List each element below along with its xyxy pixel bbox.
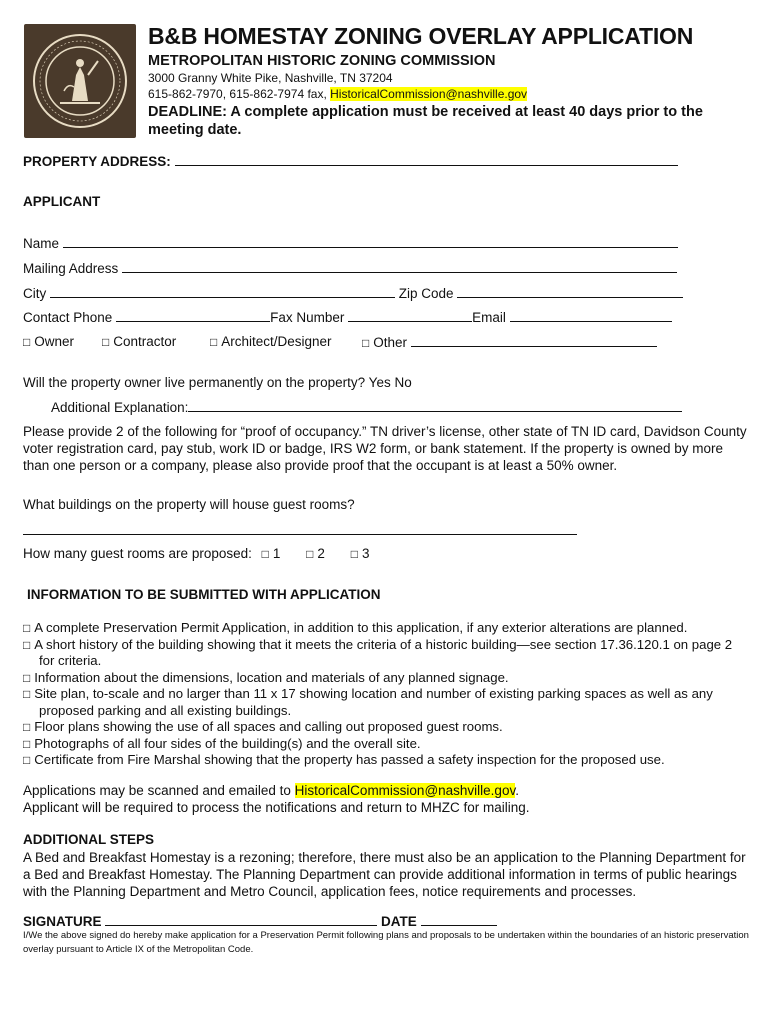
- role-contractor[interactable]: □ Contractor: [102, 334, 177, 349]
- signature-row: [23, 913, 497, 930]
- list-item: □ Information about the dimensions, location and materials of any planned signage.: [23, 669, 509, 685]
- property-address-field[interactable]: [175, 153, 678, 166]
- list-item: □ A complete Preservation Permit Application, in addition to this application, if any exterior alterations are planned.: [23, 620, 688, 635]
- list-item: □ Floor plans showing the use of all spaces and calling out proposed guest rooms.: [23, 719, 503, 734]
- signature-label: SIGNATURE: [23, 914, 106, 929]
- checkbox-icon[interactable]: □: [23, 720, 31, 734]
- info-heading: INFORMATION TO BE SUBMITTED WITH APPLICATION: [27, 587, 381, 602]
- name-field[interactable]: [63, 235, 678, 248]
- submit-line-2: Applicant will be required to process the notifications and return to MHZC for mailing.: [23, 800, 530, 815]
- fax-field[interactable]: [348, 309, 472, 322]
- email-field[interactable]: [510, 309, 672, 322]
- phone-label: Contact Phone: [23, 310, 117, 325]
- additional-explanation-row: [51, 399, 682, 416]
- header: [148, 22, 748, 139]
- checkbox-icon[interactable]: □: [23, 637, 31, 652]
- guest-rooms-option-1[interactable]: □ 1: [261, 546, 281, 561]
- property-address-label: PROPERTY ADDRESS:: [23, 154, 175, 169]
- checkbox-icon[interactable]: □: [23, 753, 31, 767]
- signature-field[interactable]: [105, 913, 377, 926]
- role-owner[interactable]: □ Owner: [23, 334, 75, 349]
- info-list: [23, 620, 751, 769]
- email-label: Email: [472, 310, 510, 325]
- metro-seal-icon: [24, 24, 136, 138]
- mailing-label: Mailing Address: [23, 261, 123, 276]
- city-field[interactable]: [50, 285, 395, 298]
- guest-rooms-label: How many guest rooms are proposed:: [23, 546, 252, 561]
- signature-disclaimer: I/We the above signed do hereby make application for a Preservation Permit following plans and proposals to be undertaken within the boundaries of an historic preservation overlay pursuant to Article IX of the Metropolitan Code.: [23, 930, 749, 955]
- checkbox-icon[interactable]: □: [23, 335, 31, 349]
- city-row: [23, 285, 683, 302]
- phone-field[interactable]: [116, 309, 270, 322]
- checkbox-icon[interactable]: □: [102, 335, 110, 349]
- checkbox-icon[interactable]: □: [350, 547, 358, 561]
- live-question: Will the property owner live permanently on the property? Yes No: [23, 375, 412, 390]
- checkbox-icon[interactable]: □: [23, 736, 31, 751]
- commission-address: 3000 Granny White Pike, Nashville, TN 37204: [148, 71, 393, 85]
- checkbox-icon[interactable]: □: [23, 670, 31, 685]
- buildings-field[interactable]: [23, 522, 577, 535]
- guest-rooms-row: [23, 546, 369, 562]
- mailing-row: [23, 260, 677, 277]
- contact-row: [23, 309, 672, 326]
- checkbox-icon[interactable]: □: [23, 687, 31, 701]
- zip-field[interactable]: [457, 285, 683, 298]
- list-item: □ A short history of the building showing that it meets the criteria of a historic building—see section 17.36.120.1 on page 2 for criteria.: [23, 636, 733, 668]
- proof-of-occupancy-text: Please provide 2 of the following for “proof of occupancy.” TN driver’s license, other state of TN ID card, Davidson County voter registration card, pay stub, work ID or badge, IRS W2 form, or bank statement. If the property is owned by more than one person or a company, please also provide proof that the occupant is at least a 50% owner.: [23, 424, 747, 473]
- page-title: B&B HOMESTAY ZONING OVERLAY APPLICATION: [148, 23, 694, 49]
- commission-contact: [148, 87, 748, 102]
- zip-label: Zip Code: [395, 286, 458, 301]
- checkbox-icon[interactable]: □: [23, 621, 31, 635]
- commission-email-link[interactable]: HistoricalCommission@nashville.gov: [330, 87, 528, 101]
- commission-name: METROPOLITAN HISTORIC ZONING COMMISSION: [148, 53, 496, 69]
- list-item: □ Site plan, to-scale and no larger than 11 x 17 showing location and number of existing parking spaces as well as any proposed parking and all existing buildings.: [23, 686, 713, 718]
- role-other[interactable]: □ Other: [362, 334, 657, 351]
- phone-fax: 615-862-7970, 615-862-7974 fax,: [148, 87, 331, 101]
- deadline-notice: DEADLINE: A complete application must be received at least 40 days prior to the meeting date.: [148, 104, 703, 138]
- property-address-row: [23, 153, 678, 170]
- checkbox-icon[interactable]: □: [261, 547, 269, 561]
- submit-email-link[interactable]: HistoricalCommission@nashville.gov: [294, 783, 516, 798]
- buildings-question: What buildings on the property will house guest rooms?: [23, 497, 355, 512]
- buildings-row: [23, 522, 577, 539]
- date-label: DATE: [377, 914, 421, 929]
- guest-rooms-option-2[interactable]: □ 2: [306, 546, 325, 561]
- city-label: City: [23, 286, 50, 301]
- name-label: Name: [23, 236, 63, 251]
- name-row: [23, 235, 678, 252]
- additional-steps-heading: ADDITIONAL STEPS: [23, 832, 155, 847]
- guest-rooms-option-3[interactable]: □ 3: [350, 546, 370, 561]
- additional-explanation-label: Additional Explanation:: [51, 400, 189, 415]
- submit-line-1: Applications may be scanned and emailed to HistoricalCommission@nashville.gov.: [23, 783, 519, 798]
- fax-label: Fax Number: [270, 310, 349, 325]
- additional-explanation-field[interactable]: [188, 399, 682, 412]
- additional-steps-text: A Bed and Breakfast Homestay is a rezoning; therefore, there must also be an application to the Planning Department for a Bed and Breakfast Homestay. The Planning Department can provide additional information in terms of public hearings with the Planning Department and Metro Council, application fees, notice requirements and processes.: [23, 850, 746, 899]
- checkbox-icon[interactable]: □: [362, 336, 370, 350]
- checkbox-icon[interactable]: □: [306, 547, 314, 561]
- list-item: □ Photographs of all four sides of the building(s) and the overall site.: [23, 735, 421, 751]
- role-architect[interactable]: □ Architect/Designer: [210, 334, 332, 349]
- list-item: □ Certificate from Fire Marshal showing that the property has passed a safety inspection for the proposed use.: [23, 752, 665, 767]
- other-role-field[interactable]: [411, 334, 657, 347]
- checkbox-icon[interactable]: □: [210, 335, 218, 349]
- applicant-heading: APPLICANT: [23, 194, 101, 209]
- mailing-address-field[interactable]: [122, 260, 677, 273]
- date-field[interactable]: [421, 913, 497, 926]
